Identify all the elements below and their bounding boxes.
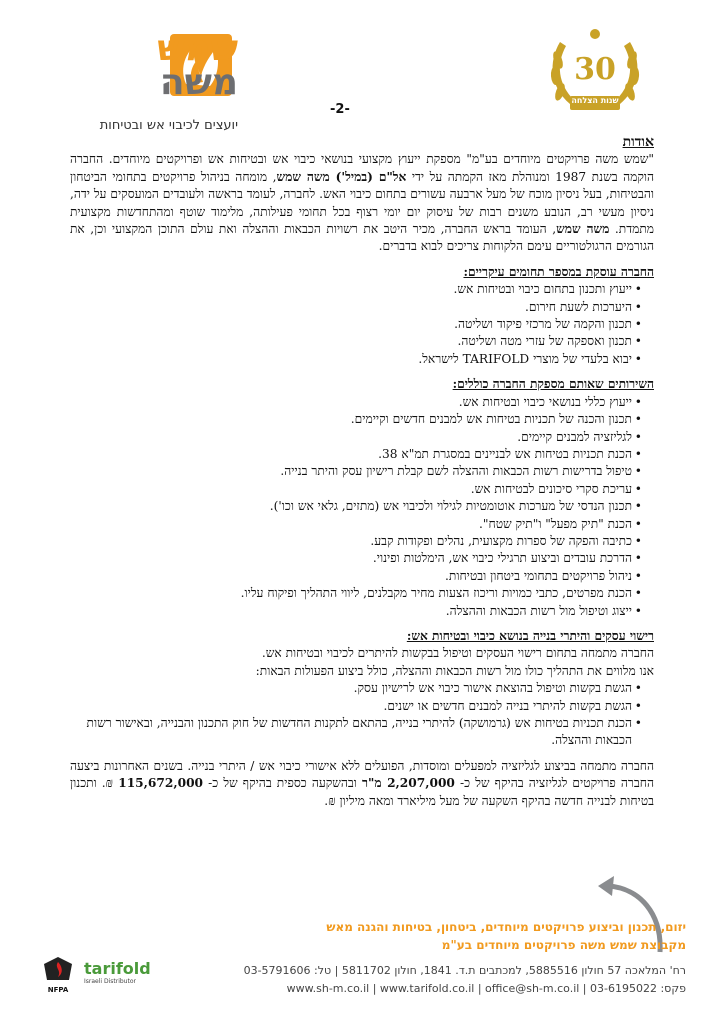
about-run: משה שמש [556, 222, 610, 237]
services-list-item: • תכנון והכנה של תכניות בטיחות אש למבנים חדשים וקיימים. [70, 411, 642, 428]
closing-run: 2,207,000 מ"ר [362, 776, 455, 791]
about-title: אודות [622, 134, 654, 150]
closing-run: 115,672,000 [118, 776, 204, 791]
licensing-list-item: • הכנת תכניות בטיחות אש (גרמושקה) להיתרי בנייה, בהתאם לתקנות החדשות של חוק התכנון והבנייה, ובאישור רשות הכבאות וההצלה. [70, 715, 642, 750]
licensing-list [70, 680, 654, 750]
about-run: , מומחה בניהול פרויקטים בתחומי הביטחון והבטיחות, בעל ניסיון מוכח של מעל ארבעה עשורים בתחום כיבוי האש. לחברה, לעומד בראשה ולעובדים המועסקים על ידה, ניסיון מעשי רב, הנובע משנים רבות של עיסוק יום יומי רצוף בכל תחומי פעילותה, מלימוד שוטף ומהתחדשות מקצועית מתמדת. [70, 169, 654, 237]
partner-logos [42, 956, 162, 996]
footer-address: רח' המלאכה 57 חולון 5885516, למכתבים ת.ד. 1841, חולון 5811702 | טל: 03-5791606 [243, 964, 686, 977]
licensing-closing-paragraph [70, 758, 654, 810]
footer-slogan: יזום, תכנון וביצוע פרויקטים מיוחדים, ביטחון, בטיחות והגנה מאש [326, 920, 686, 934]
services-list-item: • הכנת מפרטים, כתבי כמויות וריכוז הצעות מחיר מקבלנים, ליווי התהליך ופיקוח עליו. [70, 585, 642, 602]
badge-text: שנות הצלחה [571, 96, 619, 105]
fields-list-item: • תכנון והקמה של מרכזי פיקוד ושליטה. [70, 316, 642, 333]
tarifold-logo [84, 960, 164, 994]
tarifold-logo-text: tarifold [84, 959, 151, 978]
services-list-item: • כתיבה והפקה של ספרות מקצועית, נהלים ופקודות קבע. [70, 533, 642, 550]
page-number: -2- [330, 102, 350, 117]
fields-list-item: • יבוא בלעדי של מוצרי TARIFOLD לישראל. [70, 351, 642, 368]
tarifold-logo-sub: Israeli Distributor [84, 978, 136, 985]
services-list-item: • ניהול פרויקטים בתחומי ביטחון ובטיחות. [70, 568, 642, 585]
licensing-title: רישוי עסקים והיתרי בנייה בנושא כיבוי ובטיחות אש: [406, 628, 654, 643]
fields-list [70, 281, 654, 368]
badge-number: 30 [574, 52, 616, 87]
logo-word-top: שמש [157, 28, 238, 69]
nfpa-logo-text: NFPA [47, 986, 69, 994]
licensing-intro-1: החברה מתמחה בתחום רישוי העסקים וטיפול בבקשות להיתרים לכיבוי ובטיחות אש. [261, 646, 654, 661]
services-list-item: • הכנת "תיק מפעל" ו"תיק שטח". [70, 516, 642, 533]
fields-title: החברה עוסקת במספר תחומים עיקריים: [463, 264, 654, 279]
services-list-item: • הכנת תכניות בטיחות אש לבניינים במסגרת תמ"א 38. [70, 446, 642, 463]
footer-group: מקבוצת שמש משה פרויקטים מיוחדים בע"מ [441, 938, 686, 952]
services-list-item: • הדרכת עובדים וביצוע תרגילי כיבוי אש, הימלטות ופינוי. [70, 550, 642, 567]
nfpa-logo [42, 956, 74, 994]
services-list-item: • עריכת סקרי סיכונים לבטיחות אש. [70, 481, 642, 498]
services-list [70, 394, 654, 620]
document-body [70, 134, 654, 810]
fields-list-item: • ייעוץ ותכנון בתחום כיבוי ובטיחות אש. [70, 281, 642, 298]
licensing-list-item: • הגשת בקשות להיתרי בנייה למבנים חדשים או ישנים. [70, 698, 642, 715]
logo-tagline: יועצים לכיבוי אש ובטיחות [99, 118, 238, 133]
licensing-intro-2: אנו מלווים את התהליך כולו מול רשות הכבאות וההצלה, כולל ביצוע הפעולות הבאות: [255, 663, 654, 678]
licensing-list-item: • הגשת בקשות וטיפול בהוצאת אישור כיבוי אש לרישיון עסק. [70, 680, 642, 697]
anniversary-badge [540, 22, 650, 122]
footer-contacts[interactable]: פקס: 03-6195022 | www.sh-m.co.il | www.tarifold.co.il | office@sh-m.co.il [286, 982, 686, 995]
services-list-item: • ייצוג וטיפול מול רשות הכבאות וההצלה. [70, 603, 642, 620]
services-list-item: • לגליזציה למבנים קיימים. [70, 429, 642, 446]
about-run: "שמש משה פרויקטים מיוחדים בע"מ" מספקת ייעוץ מקצועי בנושאי כיבוי אש ובטיחות אש ופרויקטים מיוחדים. החברה הוקמה בשנת 1987 ומנוהלת מאז הקמתה על ידי [70, 152, 654, 184]
services-list-item: • תכנון הנדסי של מערכות אוטומטיות לגילוי ולכיבוי אש (מתזים, גלאי אש וכו'). [70, 498, 642, 515]
closing-run: ובהשקעה כספית בהיקף של כ- [203, 776, 363, 791]
services-list-item: • ייעוץ כללי בנושאי כיבוי ובטיחות אש. [70, 394, 642, 411]
fields-list-item: • תכנון ואספקה של עזרי מטה ושליטה. [70, 333, 642, 350]
services-title: השירותים שאותם מספקת החברה כוללים: [452, 377, 654, 392]
closing-run: החברה מתמחה בביצוע לגליזציה למפעלים ומוסדות, הפועלים ללא אישורי כיבוי אש / היתרי בנייה. בשנים האחרונות ביצעה החברה פרויקטים לגליזציה בהיקף של כ- [70, 758, 655, 791]
about-run: , העומד בראש החברה, מכיר היטב את רשויות הכבאות וההצלה ואת עולם התוכן המקצועי וכן, את הגורמים הרגולטוריים עימם הלקוחות צריכים לבוא בדברים. [70, 222, 654, 254]
services-list-item: • טיפול בדרישות רשות הכבאות וההצלה לשם קבלת רישיון עסק והיתר בנייה. [70, 463, 642, 480]
about-run: אל"ם (במיל') משה שמש [276, 169, 407, 184]
company-logo [68, 28, 238, 133]
logo-word-bottom: משה [159, 62, 238, 103]
about-paragraph [70, 151, 654, 255]
closing-run: ₪. ותכנון בטיחות לבנייה חדשה בהיקף השקעה של מעל מיליארד ומאה מיליון ₪. [70, 776, 654, 808]
fields-list-item: • היערכות לשעת חירום. [70, 299, 642, 316]
